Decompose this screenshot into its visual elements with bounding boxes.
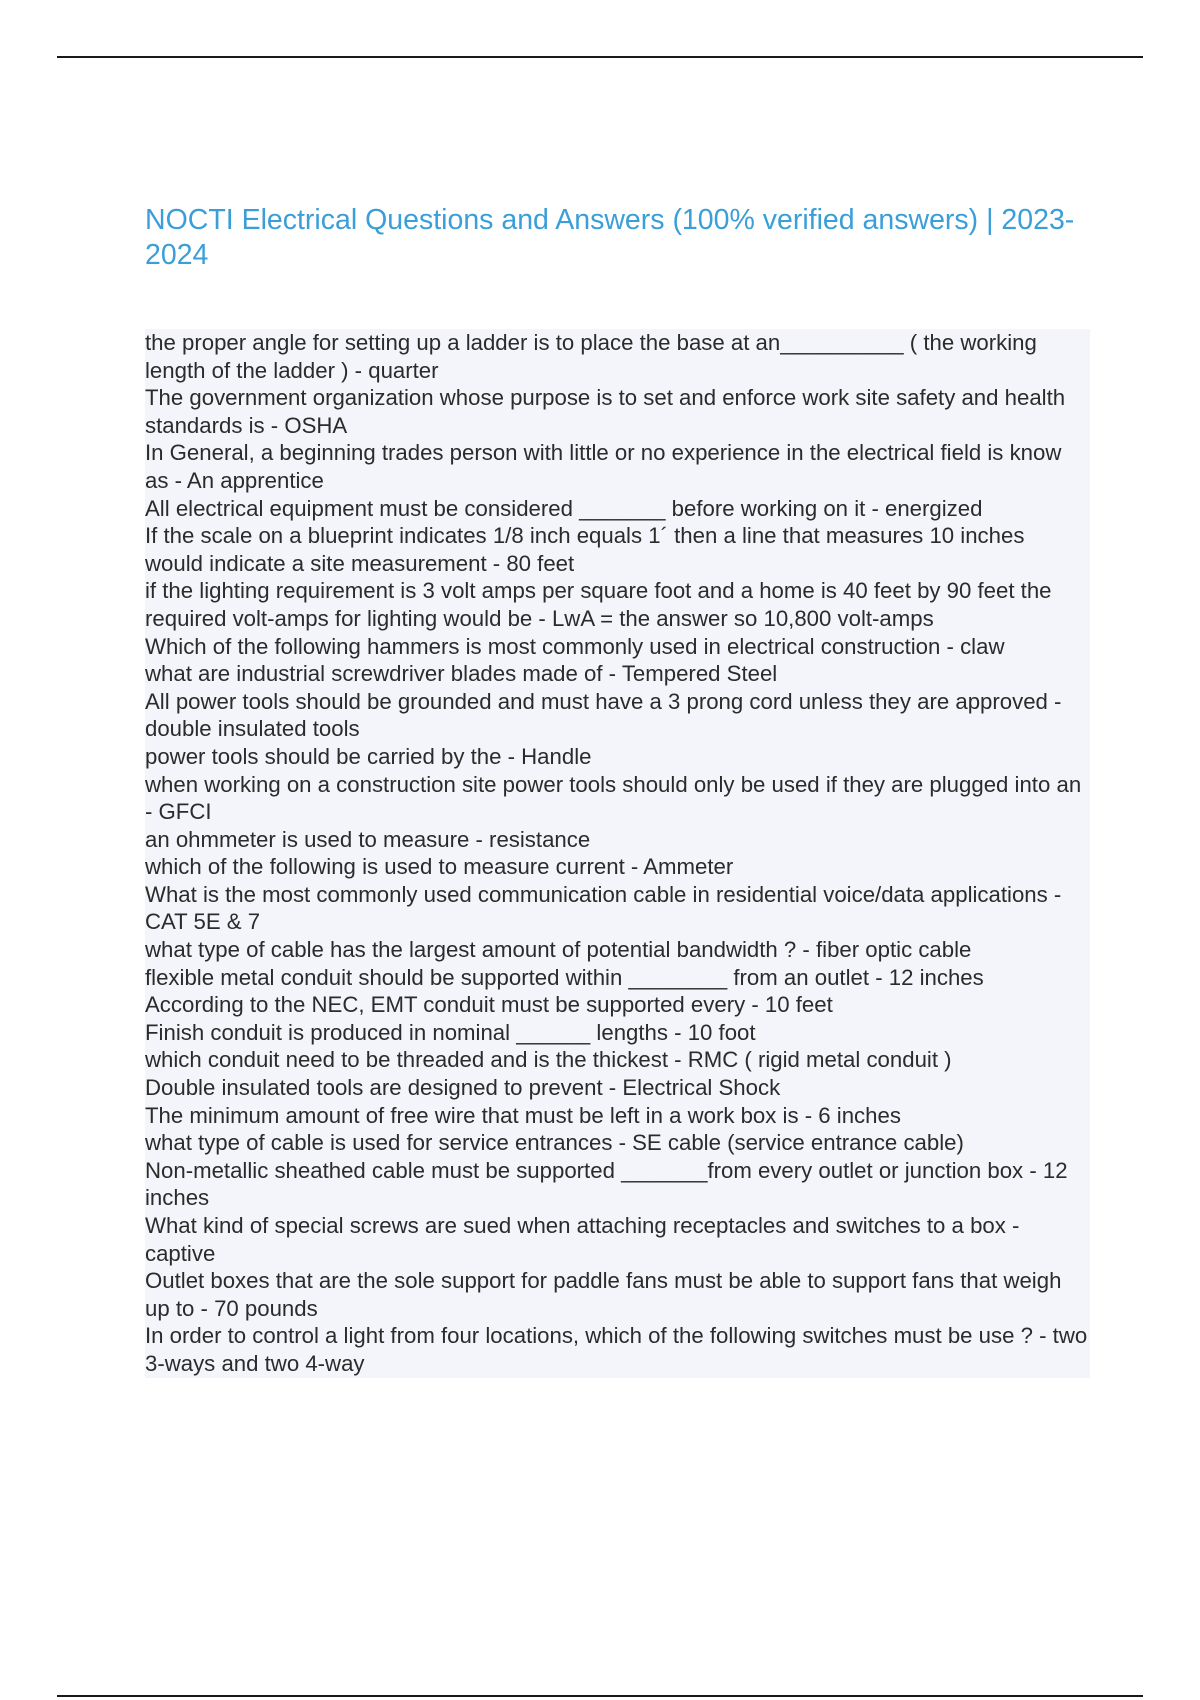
qa-item: power tools should be carried by the - Handle [145, 743, 1090, 771]
qa-item: flexible metal conduit should be supported within ________ from an outlet - 12 inches [145, 964, 1090, 992]
qa-item: If the scale on a blueprint indicates 1/8 inch equals 1´ then a line that measures 10 inches would indicate a site measurement - 80 feet [145, 522, 1090, 577]
qa-item: All electrical equipment must be considered _______ before working on it - energized [145, 495, 1090, 523]
qa-item: Outlet boxes that are the sole support for paddle fans must be able to support fans that weigh up to - 70 pounds [145, 1267, 1090, 1322]
qa-list [145, 329, 1090, 1378]
qa-item: In order to control a light from four locations, which of the following switches must be use ? - two 3-ways and two 4-way [145, 1322, 1090, 1377]
qa-item: Non-metallic sheathed cable must be supported _______from every outlet or junction box - 12 inches [145, 1157, 1090, 1212]
qa-item: which conduit need to be threaded and is the thickest - RMC ( rigid metal conduit ) [145, 1046, 1090, 1074]
qa-item: Double insulated tools are designed to prevent - Electrical Shock [145, 1074, 1090, 1102]
qa-item: what are industrial screwdriver blades made of - Tempered Steel [145, 660, 1090, 688]
qa-item: According to the NEC, EMT conduit must be supported every - 10 feet [145, 991, 1090, 1019]
qa-item: which of the following is used to measure current - Ammeter [145, 853, 1090, 881]
qa-item: The government organization whose purpose is to set and enforce work site safety and health standards is - OSHA [145, 384, 1090, 439]
qa-item: the proper angle for setting up a ladder is to place the base at an__________ ( the working length of the ladder ) - quarter [145, 329, 1090, 384]
qa-item: Finish conduit is produced in nominal ______ lengths - 10 foot [145, 1019, 1090, 1047]
page-title: NOCTI Electrical Questions and Answers (100% verified answers) | 2023-2024 [145, 204, 1075, 271]
qa-item: In General, a beginning trades person with little or no experience in the electrical field is know as - An apprentice [145, 439, 1090, 494]
qa-item: what type of cable has the largest amount of potential bandwidth ? - fiber optic cable [145, 936, 1090, 964]
qa-item: what type of cable is used for service entrances - SE cable (service entrance cable) [145, 1129, 1090, 1157]
bottom-rule [57, 1695, 1143, 1697]
qa-item: The minimum amount of free wire that must be left in a work box is - 6 inches [145, 1102, 1090, 1130]
qa-item: What is the most commonly used communication cable in residential voice/data applications - CAT 5E & 7 [145, 881, 1090, 936]
qa-item: All power tools should be grounded and must have a 3 prong cord unless they are approved - double insulated tools [145, 688, 1090, 743]
qa-item: What kind of special screws are sued when attaching receptacles and switches to a box - captive [145, 1212, 1090, 1267]
qa-item: an ohmmeter is used to measure - resistance [145, 826, 1090, 854]
qa-item: when working on a construction site power tools should only be used if they are plugged into an - GFCI [145, 771, 1090, 826]
qa-item: if the lighting requirement is 3 volt amps per square foot and a home is 40 feet by 90 feet the required volt-amps for lighting would be - LwA = the answer so 10,800 volt-amps [145, 577, 1090, 632]
top-rule [57, 56, 1143, 58]
qa-item: Which of the following hammers is most commonly used in electrical construction - claw [145, 633, 1090, 661]
